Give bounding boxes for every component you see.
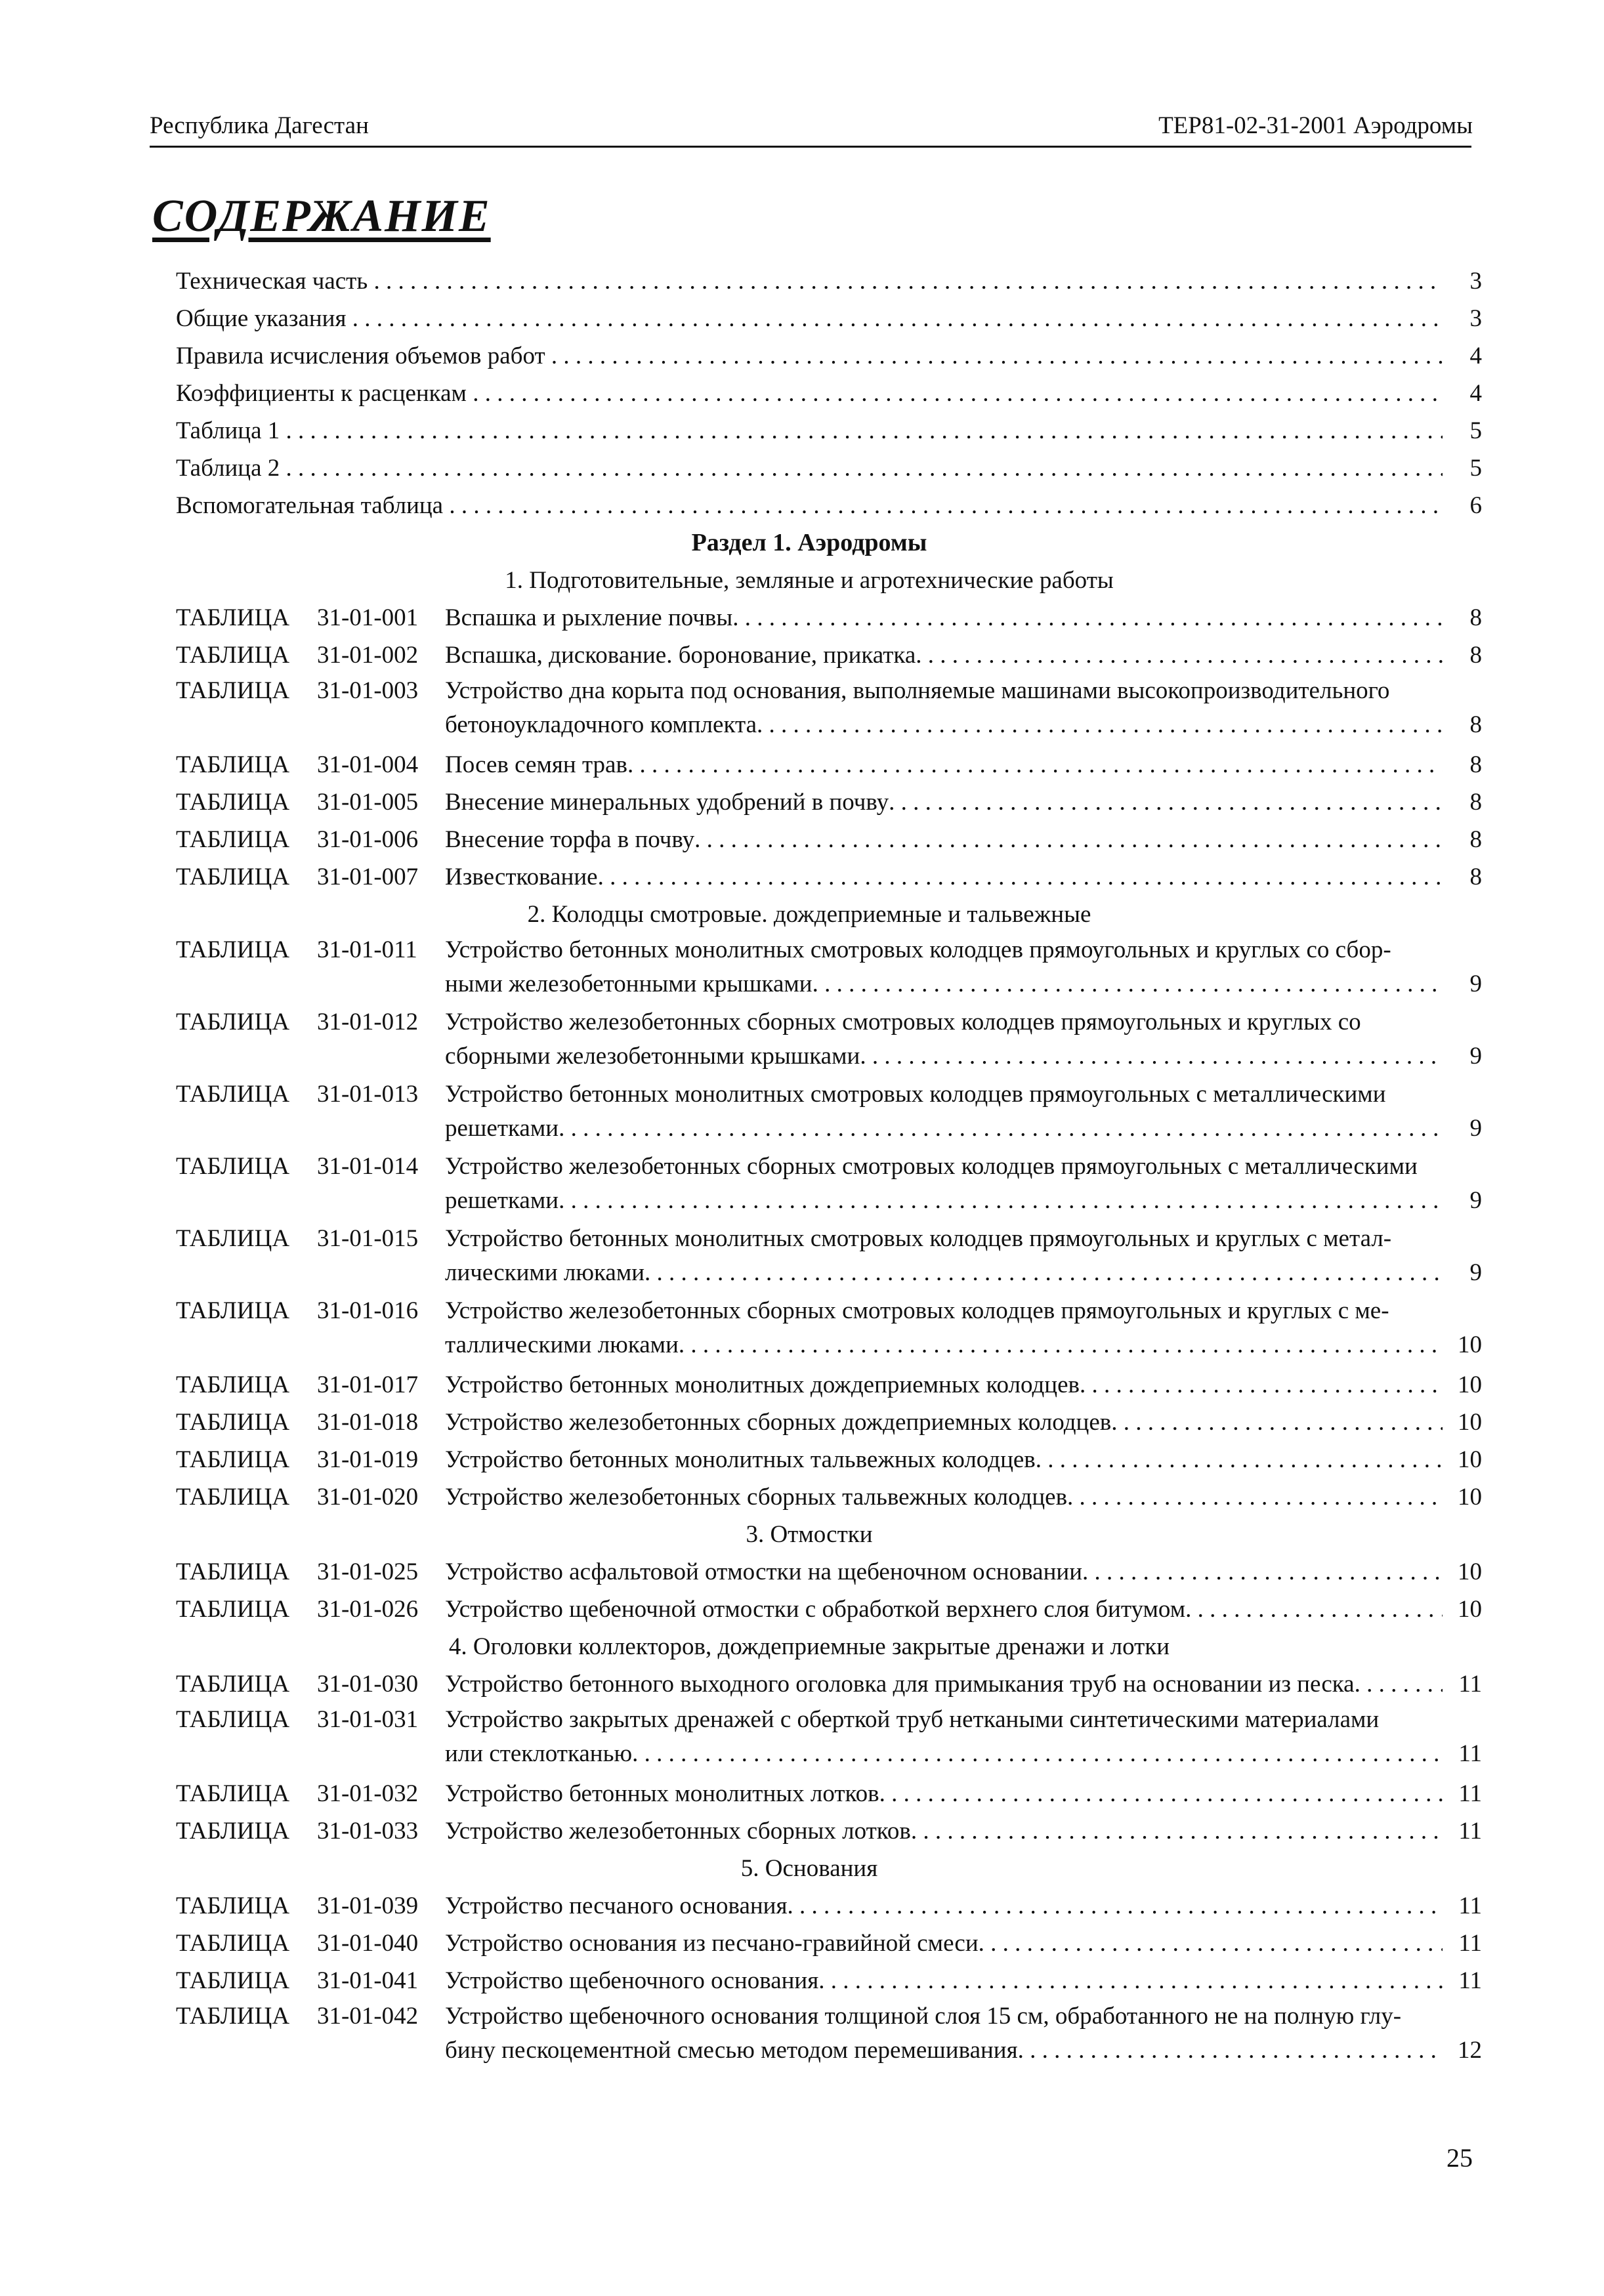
table-code: 31-01-006	[317, 826, 419, 853]
toc-table-entry[interactable]	[176, 1812, 1482, 1850]
table-word: ТАБЛИЦА	[176, 789, 290, 816]
table-description-wrap	[445, 1005, 1443, 1074]
table-code: 31-01-014	[317, 1153, 419, 1180]
toc-entry-label: Таблица 1 . . .	[176, 412, 1443, 449]
description-line	[445, 1478, 1443, 1516]
leader-dots	[559, 1112, 1443, 1146]
table-word: ТАБЛИЦА	[176, 2003, 290, 2030]
table-word: ТАБЛИЦА	[176, 1081, 290, 1108]
table-description-wrap	[445, 1222, 1443, 1290]
toc-table-entry[interactable]	[176, 783, 1482, 821]
table-word: ТАБЛИЦА	[176, 1596, 290, 1623]
table-description	[445, 1005, 1443, 1074]
description-line-text: Устройство щебеночного основания	[445, 1967, 819, 1994]
table-page: 11	[1458, 1740, 1482, 1767]
leader-dots	[559, 1184, 1443, 1218]
page-number: 25	[1446, 2143, 1473, 2173]
toc-entry-label: Правила исчисления объемов работ . . .	[176, 337, 1443, 375]
header-left: Республика Дагестан	[150, 112, 369, 139]
leader-dots	[788, 1887, 1443, 1925]
table-code: 31-01-016	[317, 1297, 419, 1324]
table-description-wrap	[445, 1665, 1443, 1703]
table-description	[445, 1665, 1443, 1703]
description-line	[445, 1665, 1443, 1703]
table-code: 31-01-033	[317, 1818, 419, 1845]
description-line: Устройство железобетонных сборных смотровых колодцев прямоугольных и круглых с ме-	[445, 1297, 1389, 1324]
table-description	[445, 821, 1443, 858]
leader-dots	[813, 967, 1443, 1001]
toc-entry[interactable]	[176, 449, 1482, 487]
description-line	[445, 1553, 1443, 1591]
description-line: Устройство железобетонных сборных смотровых колодцев прямоугольных с металлическими	[445, 1153, 1418, 1180]
table-word: ТАБЛИЦА	[176, 1892, 290, 1919]
table-description	[445, 1812, 1443, 1850]
leader-dots	[1355, 1665, 1443, 1703]
subsection-title: 4. Оголовки коллекторов, дождеприемные закрытые дренажи и лотки	[448, 1633, 1170, 1660]
toc-table-entry[interactable]	[176, 1999, 1482, 2068]
table-page: 11	[1458, 1780, 1482, 1807]
toc-entry[interactable]	[176, 487, 1482, 524]
table-description-wrap	[445, 1294, 1443, 1362]
description-line	[445, 1256, 1443, 1290]
toc-table-entry[interactable]	[176, 1005, 1482, 1074]
section-title: Раздел 1. Аэродромы	[691, 529, 927, 556]
table-page: 10	[1458, 1371, 1482, 1398]
table-word: ТАБЛИЦА	[176, 1558, 290, 1585]
toc-table-entry[interactable]	[176, 821, 1482, 858]
toc-table-entry[interactable]	[176, 1553, 1482, 1591]
toc-table-entry[interactable]	[176, 1703, 1482, 1771]
table-word: ТАБЛИЦА	[176, 1818, 290, 1845]
description-line	[445, 1039, 1443, 1074]
description-line	[445, 1441, 1443, 1478]
leader-dots	[889, 783, 1443, 821]
table-description-wrap	[445, 1703, 1443, 1771]
description-line-text: решетками	[445, 1187, 559, 1214]
table-description	[445, 1150, 1443, 1218]
toc-groups	[176, 562, 1482, 2068]
table-description	[445, 1366, 1443, 1404]
table-description-wrap	[445, 1441, 1443, 1478]
description-line-text: сборными железобетонными крышками	[445, 1043, 860, 1070]
description-line-text: Устройство бетонных монолитных тальвежных колодцев	[445, 1446, 1036, 1473]
description-line-text: Устройство основания из песчано-гравийной смеси	[445, 1930, 979, 1957]
toc-table-entry[interactable]	[176, 1222, 1482, 1290]
table-page: 8	[1469, 711, 1482, 738]
table-page: 8	[1469, 604, 1482, 631]
table-page: 8	[1469, 642, 1482, 669]
description-line	[445, 858, 1443, 896]
leader-dots	[644, 1256, 1443, 1290]
table-description	[445, 1404, 1443, 1441]
leader-dots	[818, 1962, 1443, 1999]
description-line	[445, 1737, 1443, 1771]
table-description	[445, 1925, 1443, 1962]
table-code: 31-01-039	[317, 1892, 419, 1919]
description-line	[445, 783, 1443, 821]
table-code: 31-01-018	[317, 1409, 419, 1436]
table-word: ТАБЛИЦА	[176, 864, 290, 890]
description-line: Устройство щебеночного основания толщиной слоя 15 см, обработанного не на полную глу-	[445, 2003, 1402, 2030]
leader-dots	[627, 746, 1443, 783]
table-page: 9	[1469, 1187, 1482, 1214]
leader-dots	[1018, 2034, 1443, 2068]
table-page: 12	[1458, 2037, 1482, 2064]
table-page: 11	[1458, 1671, 1482, 1698]
toc-entry-page: 4	[1469, 343, 1482, 369]
table-page: 11	[1458, 1967, 1482, 1994]
subsection-title: 3. Отмостки	[746, 1521, 873, 1548]
toc-table-entry[interactable]	[176, 1665, 1482, 1703]
toc-entry-label: Техническая часть . . .	[176, 262, 1443, 300]
table-code: 31-01-030	[317, 1671, 419, 1698]
table-description-wrap	[445, 1553, 1443, 1591]
description-line	[445, 1184, 1443, 1218]
toc-entry-page: 5	[1469, 417, 1482, 444]
leader-dots	[598, 858, 1443, 896]
toc-table-entry[interactable]	[176, 1366, 1482, 1404]
leader-dots	[1080, 1366, 1443, 1404]
table-description	[445, 1887, 1443, 1925]
table-code: 31-01-025	[317, 1558, 419, 1585]
table-description	[445, 933, 1443, 1001]
table-word: ТАБЛИЦА	[176, 1706, 290, 1733]
table-description	[445, 1999, 1443, 2068]
description-line	[445, 1328, 1443, 1362]
subsection-title: 5. Основания	[740, 1855, 878, 1882]
page-title: СОДЕРЖАНИЕ	[152, 191, 491, 241]
table-description-wrap	[445, 746, 1443, 783]
table-word: ТАБЛИЦА	[176, 1930, 290, 1957]
leader-dots	[732, 599, 1443, 637]
table-description-wrap	[445, 1812, 1443, 1850]
table-description-wrap	[445, 1999, 1443, 2068]
table-code: 31-01-012	[317, 1009, 419, 1035]
toc-table-entry[interactable]	[176, 1441, 1482, 1478]
table-word: ТАБЛИЦА	[176, 1371, 290, 1398]
table-description-wrap	[445, 783, 1443, 821]
table-description-wrap	[445, 599, 1443, 637]
description-line-text: Вспашка, дискование. боронование, прикатка	[445, 642, 916, 669]
description-line	[445, 708, 1443, 742]
table-code: 31-01-032	[317, 1780, 419, 1807]
subsection-title: 1. Подготовительные, земляные и агротехнические работы	[505, 567, 1114, 594]
table-description-wrap	[445, 1925, 1443, 1962]
table-description-wrap	[445, 1591, 1443, 1628]
table-description-wrap	[445, 933, 1443, 1001]
table-description	[445, 1077, 1443, 1146]
description-line: Устройство железобетонных сборных смотровых колодцев прямоугольных и круглых со	[445, 1009, 1361, 1035]
toc-table-entry[interactable]	[176, 1591, 1482, 1628]
toc-table-entry[interactable]	[176, 1962, 1482, 1999]
description-line-text: лическими люками	[445, 1259, 645, 1286]
description-line-text: Устройство железобетонных сборных лотков	[445, 1818, 911, 1845]
subsection-title: 2. Колодцы смотровые. дождеприемные и тальвежные	[527, 901, 1091, 928]
table-description	[445, 637, 1443, 674]
toc-table-entry[interactable]	[176, 1775, 1482, 1812]
toc-entry-page: 4	[1469, 380, 1482, 407]
leader-dots	[1082, 1553, 1443, 1591]
description-line-text: таллическими люками	[445, 1331, 679, 1358]
description-line-text: Устройство железобетонных сборных дождеприемных колодцев	[445, 1409, 1112, 1436]
toc-entry-label: Коэффициенты к расценкам . . .	[176, 375, 1443, 412]
toc-table-entry[interactable]	[176, 858, 1482, 896]
table-description-wrap	[445, 637, 1443, 674]
description-line-text: Посев семян трав	[445, 751, 627, 778]
table-word: ТАБЛИЦА	[176, 677, 290, 704]
description-line-text: Устройство асфальтовой отмостки на щебеночном основании	[445, 1558, 1082, 1585]
leader-dots	[1036, 1441, 1443, 1478]
description-line-text: Устройство песчаного основания	[445, 1892, 788, 1919]
description-line: Устройство дна корыта под основания, выполняемые машинами высокопроизводительного	[445, 677, 1390, 704]
table-description-wrap	[445, 1404, 1443, 1441]
table-page: 10	[1458, 1558, 1482, 1585]
leader-dots	[979, 1925, 1443, 1962]
toc-table-entry[interactable]	[176, 674, 1482, 742]
table-word: ТАБЛИЦА	[176, 751, 290, 778]
leader-dots	[1185, 1591, 1443, 1628]
toc-entry[interactable]	[176, 375, 1482, 412]
description-line	[445, 1591, 1443, 1628]
description-line-text: бину пескоцементной смесью методом перемешивания	[445, 2037, 1018, 2064]
table-description	[445, 599, 1443, 637]
table-code: 31-01-041	[317, 1967, 419, 1994]
toc-entry-page: 6	[1469, 492, 1482, 519]
table-description	[445, 1294, 1443, 1362]
table-word: ТАБЛИЦА	[176, 1225, 290, 1252]
table-word: ТАБЛИЦА	[176, 1671, 290, 1698]
table-code: 31-01-020	[317, 1484, 419, 1511]
description-line: Устройство бетонных монолитных смотровых колодцев прямоугольных и круглых со сбор-	[445, 936, 1391, 963]
table-description-wrap	[445, 1887, 1443, 1925]
table-description-wrap	[445, 1077, 1443, 1146]
table-word: ТАБЛИЦА	[176, 1967, 290, 1994]
toc-table-entry[interactable]	[176, 1404, 1482, 1441]
description-line	[445, 1112, 1443, 1146]
description-line-text: бетоноукладочного комплекта	[445, 711, 757, 738]
description-line	[445, 637, 1443, 674]
table-description	[445, 783, 1443, 821]
description-line	[445, 821, 1443, 858]
table-word: ТАБЛИЦА	[176, 1153, 290, 1180]
toc-entry-page: 5	[1469, 455, 1482, 482]
leader-dots	[694, 821, 1443, 858]
table-description-wrap	[445, 1478, 1443, 1516]
table-description	[445, 1553, 1443, 1591]
table-description-wrap	[445, 858, 1443, 896]
table-code: 31-01-011	[317, 936, 417, 963]
description-line-text: Устройство щебеночной отмостки с обработкой верхнего слоя битумом	[445, 1596, 1186, 1623]
table-page: 10	[1458, 1484, 1482, 1511]
table-description	[445, 674, 1443, 742]
description-line-text: Известкование	[445, 864, 598, 890]
table-word: ТАБЛИЦА	[176, 1484, 290, 1511]
table-description-wrap	[445, 674, 1443, 742]
table-code: 31-01-001	[317, 604, 419, 631]
leader-dots	[860, 1039, 1443, 1074]
table-code: 31-01-031	[317, 1706, 419, 1733]
table-code: 31-01-026	[317, 1596, 419, 1623]
description-line	[445, 1404, 1443, 1441]
description-line	[445, 599, 1443, 637]
description-line-text: или стеклотканью	[445, 1740, 633, 1767]
header-right: ТЕР81-02-31-2001 Аэродромы	[1158, 112, 1473, 139]
description-line	[445, 746, 1443, 783]
table-description-wrap	[445, 1366, 1443, 1404]
toc-entry[interactable]	[176, 337, 1482, 375]
description-line	[445, 1887, 1443, 1925]
leader-dots	[879, 1775, 1443, 1812]
description-line	[445, 1962, 1443, 1999]
table-code: 31-01-019	[317, 1446, 419, 1473]
toc-entry-label: Общие указания . . .	[176, 300, 1443, 337]
toc-entry[interactable]	[176, 262, 1482, 300]
description-line-text: Внесение торфа в почву	[445, 826, 695, 853]
toc-entry-label: Вспомогательная таблица . . .	[176, 487, 1443, 524]
toc-table-entry[interactable]	[176, 599, 1482, 637]
description-line	[445, 1812, 1443, 1850]
leader-dots	[757, 708, 1443, 742]
table-page: 10	[1458, 1409, 1482, 1436]
description-line	[445, 967, 1443, 1001]
description-line-text: решетками	[445, 1115, 559, 1142]
table-page: 10	[1458, 1596, 1482, 1623]
table-word: ТАБЛИЦА	[176, 1780, 290, 1807]
table-page: 8	[1469, 789, 1482, 816]
description-line-text: Устройство бетонных монолитных дождеприемных колодцев	[445, 1371, 1080, 1398]
table-description	[445, 1478, 1443, 1516]
toc-intro-list	[176, 262, 1482, 524]
leader-dots	[916, 637, 1443, 674]
description-line: Устройство бетонных монолитных смотровых колодцев прямоугольных с металлическими	[445, 1081, 1386, 1108]
description-line-text: ными железобетонными крышками	[445, 971, 813, 997]
table-code: 31-01-017	[317, 1371, 419, 1398]
table-description	[445, 746, 1443, 783]
table-description	[445, 1441, 1443, 1478]
toc-entry-page: 3	[1469, 305, 1482, 332]
description-line: Устройство закрытых дренажей с оберткой труб неткаными синтетическими материалами	[445, 1706, 1380, 1733]
table-code: 31-01-005	[317, 789, 419, 816]
table-word: ТАБЛИЦА	[176, 1009, 290, 1035]
description-line-text: Вспашка и рыхление почвы	[445, 604, 733, 631]
table-description	[445, 1222, 1443, 1290]
toc-table-entry[interactable]	[176, 1478, 1482, 1516]
description-line: Устройство бетонных монолитных смотровых колодцев прямоугольных и круглых с метал-	[445, 1225, 1392, 1252]
toc-table-entry[interactable]	[176, 1887, 1482, 1925]
table-description-wrap	[445, 1150, 1443, 1218]
table-page: 9	[1469, 1115, 1482, 1142]
table-page: 9	[1469, 1043, 1482, 1070]
table-word: ТАБЛИЦА	[176, 1297, 290, 1324]
table-description-wrap	[445, 1775, 1443, 1812]
table-page: 11	[1458, 1930, 1482, 1957]
table-code: 31-01-013	[317, 1081, 419, 1108]
toc-entry[interactable]	[176, 300, 1482, 337]
table-word: ТАБЛИЦА	[176, 826, 290, 853]
table-page: 11	[1458, 1818, 1482, 1845]
table-of-contents	[176, 262, 1482, 2072]
table-code: 31-01-015	[317, 1225, 419, 1252]
header-divider	[150, 146, 1471, 148]
description-line-text: Устройство железобетонных сборных тальвежных колодцев	[445, 1484, 1068, 1511]
table-page: 10	[1458, 1331, 1482, 1358]
description-line	[445, 1925, 1443, 1962]
leader-dots	[911, 1812, 1443, 1850]
leader-dots	[632, 1737, 1443, 1771]
toc-table-entry[interactable]	[176, 1150, 1482, 1218]
table-code: 31-01-002	[317, 642, 419, 669]
table-page: 10	[1458, 1446, 1482, 1473]
toc-entry-page: 3	[1469, 268, 1482, 295]
description-line-text: Устройство бетонных монолитных лотков	[445, 1780, 879, 1807]
table-word: ТАБЛИЦА	[176, 642, 290, 669]
table-description	[445, 1703, 1443, 1771]
table-word: ТАБЛИЦА	[176, 1446, 290, 1473]
toc-table-entry[interactable]	[176, 1925, 1482, 1962]
description-line-text: Устройство бетонного выходного оголовка для примыкания труб на основании из песка	[445, 1671, 1355, 1698]
table-page: 8	[1469, 864, 1482, 890]
table-description	[445, 858, 1443, 896]
table-description	[445, 1591, 1443, 1628]
table-code: 31-01-040	[317, 1930, 419, 1957]
description-line	[445, 1366, 1443, 1404]
toc-table-entry[interactable]	[176, 1077, 1482, 1146]
table-page: 8	[1469, 826, 1482, 853]
table-word: ТАБЛИЦА	[176, 1409, 290, 1436]
toc-table-entry[interactable]	[176, 637, 1482, 674]
toc-table-entry[interactable]	[176, 746, 1482, 783]
description-line	[445, 2034, 1443, 2068]
description-line-text: Внесение минеральных удобрений в почву	[445, 789, 889, 816]
table-page: 9	[1469, 971, 1482, 997]
toc-entry-label: Таблица 2 . . .	[176, 449, 1443, 487]
table-code: 31-01-004	[317, 751, 419, 778]
table-description	[445, 1775, 1443, 1812]
description-line	[445, 1775, 1443, 1812]
table-code: 31-01-003	[317, 677, 419, 704]
leader-dots	[679, 1328, 1443, 1362]
table-description-wrap	[445, 821, 1443, 858]
table-code: 31-01-042	[317, 2003, 419, 2030]
leader-dots	[1111, 1404, 1443, 1441]
table-description-wrap	[445, 1962, 1443, 1999]
table-word: ТАБЛИЦА	[176, 604, 290, 631]
table-description	[445, 1962, 1443, 1999]
table-code: 31-01-007	[317, 864, 419, 890]
table-page: 11	[1458, 1892, 1482, 1919]
toc-table-entry[interactable]	[176, 1294, 1482, 1362]
leader-dots	[1067, 1478, 1443, 1516]
toc-table-entry[interactable]	[176, 933, 1482, 1001]
table-word: ТАБЛИЦА	[176, 936, 290, 963]
table-page: 8	[1469, 751, 1482, 778]
table-page: 9	[1469, 1259, 1482, 1286]
toc-entry[interactable]	[176, 412, 1482, 449]
